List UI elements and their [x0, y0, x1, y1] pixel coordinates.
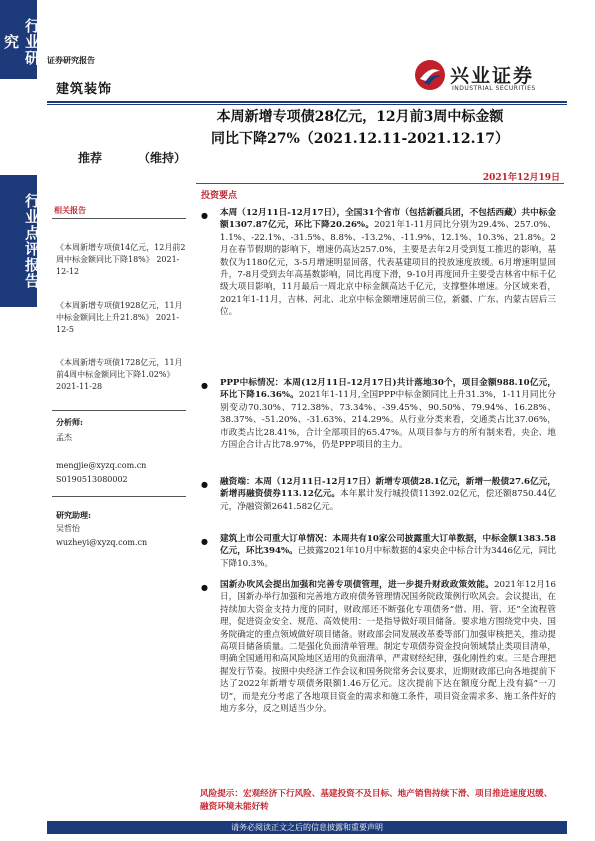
point-text: 已披露2021年10月中标数据的4家央企中标合计为3446亿元，同比下降10.3%。 — [220, 546, 556, 569]
point-paragraph — [220, 579, 556, 715]
bullet-icon: ● — [201, 537, 208, 546]
logo-mark-icon — [414, 59, 446, 91]
related-report-link[interactable]: 《本周新增专项债14亿元，12月前2周中标金额同比下降18%》 2021-12-12 — [56, 243, 186, 276]
bullet-icon: ● — [201, 480, 208, 489]
header-rule-thin — [47, 104, 567, 105]
title-line-2: 同比下降27%（2021.12.11-2021.12.17） — [211, 131, 509, 147]
sidebar-rule — [52, 410, 186, 411]
analyst-heading: 分析师: — [56, 417, 83, 427]
related-reports-heading: 相关报告 — [54, 205, 86, 215]
assistant-email[interactable]: wuzheyi@xyzq.com.cn — [56, 538, 148, 547]
sidebar-rule — [52, 218, 186, 219]
point-text: 2021年1-11月同比分别为29.4%、257.0%、1.1%、-22.1%、-31.5%、8.8%、-13.2%、-11.9%、12.1%、10.3%、21.8%。2月在春节假期的影响下，增速仍高达257.0%，主要是去年2月受到复工推迟的影响，基数仅为1180亿元，3-5月增速明显回落，代表基建项目的投放速度放缓。6月增速明显回升，7-8月受到去年高基数影响，同比再度下滑，9-10月再度回升主要受吉林省中标千亿级大项目影响，11月最后一周北京中标金额高达千亿元，支撑整体增速。分区域来看，2021年1-11月，吉林、河北、北京中标金额增速居前三位，新疆、广东、内蒙古居后三位。 — [220, 220, 556, 318]
point-text: 2021年12月16日，国新办举行加强和完善地方政府债务管理情况国务院政策例行吹风会。会议提出，在持续加大资金支持力度的同时，财政部还不断强化专项债务“借、用、管、还”全流程管理，促进资金安全、规范、高效使用：一是指导做好项目储备。要求地方围绕党中央、国务院确定的重点领域做好项目储备。财政部会同发展改革委等部门加强审核把关，推动提高项目储备质量。二是强化负面清单管理。制定专项债券资金投向领域禁止类项目清单，明确全国通用和高风险地区适用的负面清单，严肃财经纪律，强化刚性约束。三是合理把握发行节奏。按照中央经济工作会议和国务院常务会议要求，近期财政部已向各地提前下达了2022年新增专项债务限额1.46万亿元。这次提前下达在额度分配上没有搞“一刀切”，而是充分考虑了各地项目资金的需求和施工条件，项目资金需求多、施工条件好的地方多分，反之则适当少分。 — [220, 580, 556, 715]
footer-disclaimer[interactable]: 请务必阅读正文之后的信息披露和重要声明 — [231, 823, 383, 832]
section-heading: 投资要点 — [201, 191, 238, 201]
point-bold: PPP中标情况：本周(12月11日-12月17日)共计落地30个，项目金额988.10亿元，环比下降16.36%。 — [220, 378, 556, 401]
assistant-heading: 研究助理: — [56, 510, 91, 520]
report-title — [160, 106, 560, 150]
point-text: 本年累计发行城投债11392.02亿元，偿还额8750.44亿元，净融资额2641.582亿元。 — [220, 489, 557, 512]
logo-chinese-name: 兴业证券 — [450, 65, 535, 87]
left-band-category: 行业研究 — [2, 18, 41, 66]
bullet-icon: ● — [201, 381, 208, 390]
analyst-license: S0190513080002 — [56, 475, 128, 484]
related-report-link[interactable]: 《本周新增专项债1728亿元，11月前4周中标金额同比下降1.02%》 2021-11-28 — [56, 358, 183, 391]
logo-english-name: INDUSTRIAL SECURITIES — [452, 85, 536, 92]
assistant-name: 吴哲怡 — [56, 524, 80, 533]
report-kind-label: 证券研究报告 — [47, 55, 95, 65]
rating-label: 推荐 — [78, 151, 103, 165]
related-report-link[interactable]: 《本周新增专项债1928亿元，11月中标金额同比上升21.8%》 2021-12-5 — [56, 301, 183, 334]
sidebar-rule — [52, 496, 186, 497]
point-paragraph — [220, 377, 556, 451]
header-rule — [47, 101, 567, 103]
report-date: 2021年12月19日 — [482, 173, 560, 183]
analyst-name: 孟杰 — [56, 433, 72, 442]
point-bold: 融资端：本周（12月11日-12月17日）新增专项债28.1亿元，新增一般债27.6亿元，新增再融资债券113.12亿元。 — [220, 477, 556, 500]
point-text: 2021年1-11月,全国PPP中标金额同比上升31.3%，1-11月同比分别变动70.30%、712.38%、73.34%、-39.45%、90.50%、79.94%、16.28%、38.37%、-51.20%、-31.63%、214.29%。从行业分类来看，交通类占比37.06%，市政类占比28.41%，合计全部项目的65.47%。从项目参与方的所有制来看，央企、地方国企合计占比78.97%，仍是PPP项目的主力。 — [220, 390, 556, 451]
point-paragraph — [220, 533, 556, 570]
rating-status: （维持） — [138, 151, 187, 165]
bullet-icon: ● — [201, 583, 208, 592]
point-paragraph — [220, 476, 556, 513]
risk-warning: 风险提示：宏观经济下行风险、基建投资不及目标、地产销售持续下滑、项目推进速度迟缓、融资环境未能好转 — [200, 789, 553, 812]
left-band — [0, 0, 37, 841]
left-band-report-type: 行业点评报告 — [23, 193, 41, 289]
company-logo — [414, 59, 564, 95]
bullet-icon: ● — [201, 211, 208, 220]
analyst-email[interactable]: mengjie@xyzq.com.cn — [56, 461, 147, 470]
title-line-1: 本周新增专项债28亿元，12月前3周中标金额 — [216, 109, 504, 125]
industry-name: 建筑装饰 — [56, 82, 113, 97]
risk-rule — [196, 814, 564, 815]
point-bold: 本周（12月11日-12月17日），全国31个省市（包括新疆兵团，不包括西藏）共中标金额1307.87亿元，环比下降20.26%。 — [220, 208, 556, 231]
point-bold: 建筑上市公司重大订单情况：本周共有10家公司披露重大订单数据，中标金额1383.58亿元，环比394%。 — [220, 534, 556, 557]
point-bold: 国新办吹风会提出加强和完善专项债管理，进一步提升财政政策效能。 — [220, 580, 495, 590]
date-rule — [196, 183, 564, 184]
point-paragraph — [220, 207, 556, 319]
